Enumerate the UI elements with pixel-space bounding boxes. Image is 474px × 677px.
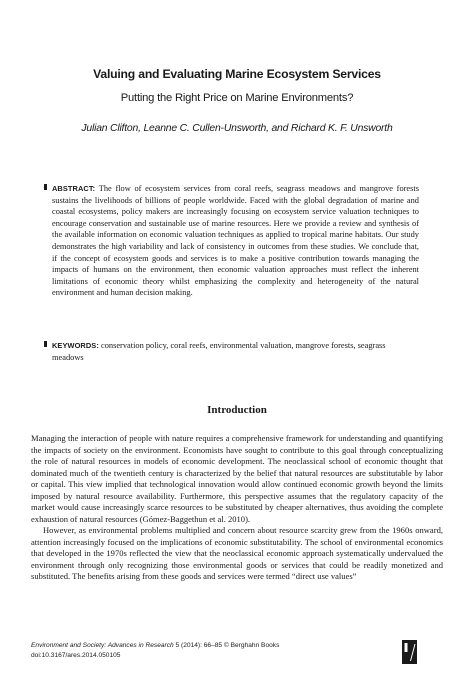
keywords-text: conservation policy, coral reefs, environmental valuation, mangrove forests, seagrass meadows — [52, 341, 386, 362]
citation-details: 5 (2014): 66–85 © Berghahn Books — [173, 642, 280, 649]
abstract-marker-icon — [44, 184, 47, 190]
keywords-label: KEYWORDS: — [52, 341, 99, 350]
paragraph-2: However, as environmental problems multiplied and concern about resource scarcity grew from the 1960s onward, attention increasingly focused on the implications of economic substitutability. The school of environmental economics that developed in the 1970s reflected the view that the neoclassical economic approach systematically undervalued the environment through only recognizing those environmental goods or services that could be readily monetized and substituted. The benefits arising from these goods and services were termed “direct use values” — [31, 525, 443, 581]
keywords-marker-icon — [44, 341, 47, 347]
abstract-block — [52, 183, 419, 299]
journal-title: Environment and Society: Advances in Research — [31, 642, 174, 649]
publisher-logo-icon — [402, 640, 417, 664]
abstract-text: The flow of ecosystem services from coral reefs, seagrass meadows and mangrove forests sustains the livelihoods of billions of people worldwide. Faced with the global degradation of marine and coastal ecosystems, policy makers are increasingly focusing on ecosystem service valuation techniques to encourage conservation and sustainable use of marine resources. Here we provide a review and synthesis of the available information on economic valuation techniques as applied to tropical marine habitats. Our study demonstrates the high variability and lack of consistency in outcomes from these studies. We conclude that, if the concept of ecosystem goods and services is to make a positive contribution towards managing the impacts of humans on the environment, then economic valuation approaches must reflect the inherent limitations of economic theory whilst emphasizing the complexity and heterogeneity of the natural environment and human decision making. — [52, 184, 419, 298]
journal-citation — [31, 641, 391, 651]
page-footer — [31, 641, 391, 661]
section-heading: Introduction — [207, 404, 267, 416]
body-text — [31, 433, 443, 583]
doi-line: doi:10.3167/ares.2014.050105 — [31, 652, 121, 660]
paragraph-1: Managing the interaction of people with nature requires a comprehensive framework for understanding and quantifying the impacts of society on the environment. Economists have sought to contribute to this goal through conceptualizing the role of natural resources in models of economic development. The neoclassical school of economic thought that dominated much of the twentieth century is characterized by the belief that natural resources are substitutable by labor or capital. This view implied that technological innovation would allow continued economic growth beyond the limits imposed by natural resource availability. Furthermore, this perspective assumes that the regulatory capacity of the market would cause increasingly scarce resources to be substituted by cheaper alternatives, thus avoiding the complete exhaustion of natural resources (Gómez-Baggethun et al. 2010). — [31, 433, 443, 524]
author-list: Julian Clifton, Leanne C. Cullen-Unsworth, and Richard K. F. Unsworth — [81, 123, 393, 134]
article-subtitle: Putting the Right Price on Marine Environments? — [120, 92, 354, 104]
article-title: Valuing and Evaluating Marine Ecosystem Services — [93, 67, 381, 81]
keywords-block — [52, 340, 419, 363]
abstract-label: ABSTRACT: — [52, 184, 96, 193]
